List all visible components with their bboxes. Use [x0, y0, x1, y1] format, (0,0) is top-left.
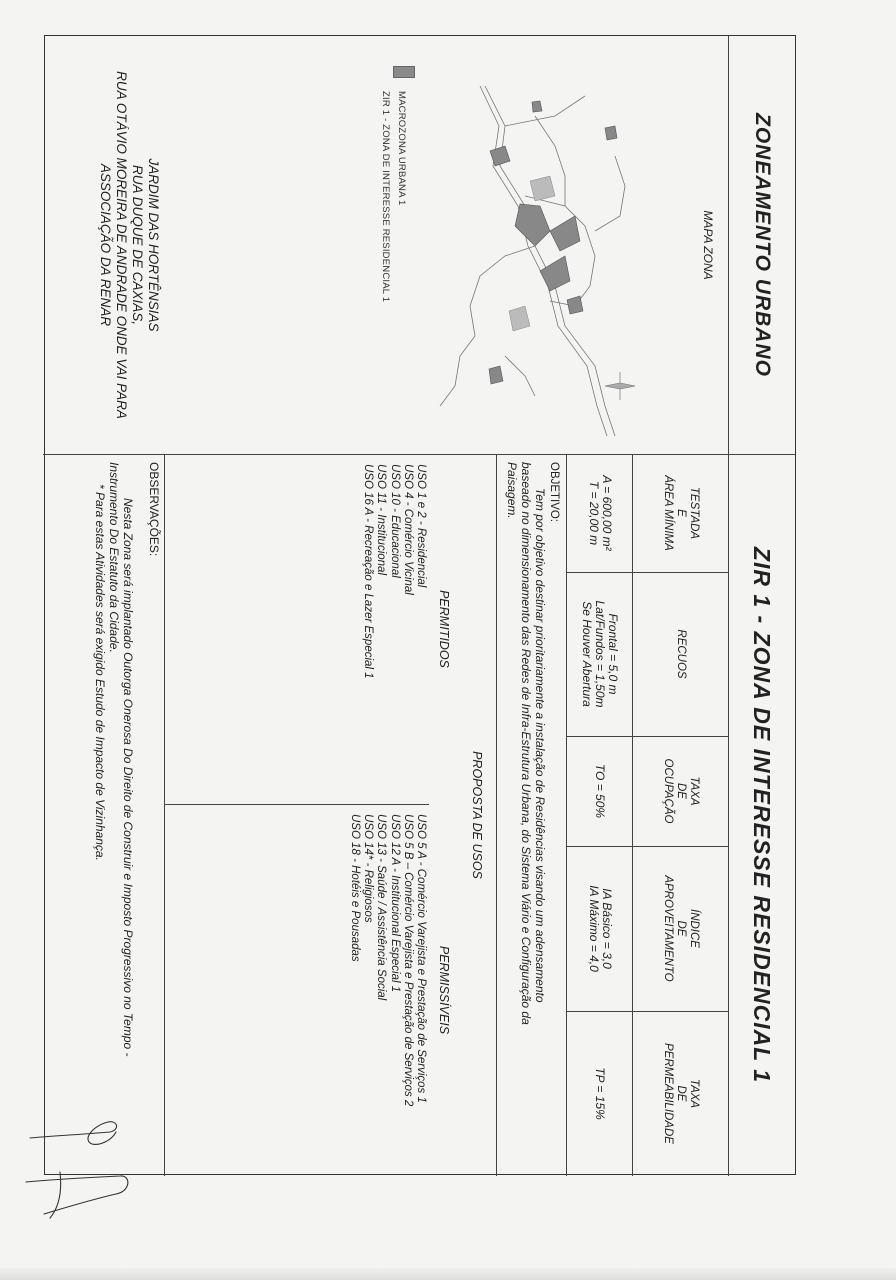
objective-label: OBJETIVO:	[548, 462, 560, 523]
list-item: USO 4 - Comércio Vicinal	[401, 464, 414, 595]
permissible-list	[307, 814, 427, 1172]
handwritten-initials	[20, 1110, 140, 1230]
param-value-utilization: IA Básico = 3,0 IA Máximo = 4,0	[587, 885, 614, 972]
observations-line-1: Nesta Zona será implantado Outorga Onerosa Do Direito de Construir e Imposto Progressivo no Tempo -	[121, 498, 135, 1057]
scan-edge	[0, 1268, 896, 1280]
list-item: USO 14* - Religiosos	[362, 814, 375, 923]
objective-line-3: Paisagem.	[505, 462, 519, 519]
compass-icon	[605, 372, 635, 400]
param-value-occupancy: TO = 50%	[593, 763, 608, 819]
list-item: USO 1 e 2 - Residencial	[415, 464, 427, 588]
observations-block	[51, 462, 161, 1170]
list-item: USO 13 - Saúde / Assistência Social	[375, 814, 388, 1001]
param-header-permeability: TAXA DE PERMEABILIDADE	[662, 1043, 701, 1144]
list-item: USO 18 - Hotéis e Pousadas	[348, 814, 361, 962]
observations-line-3: * Para estas Atividades será exigido Estudo de Impacto de Vizinhança.	[93, 484, 107, 861]
objective-block	[501, 462, 561, 1170]
objective-line-2: baseado no dimensionamento das Redes de Infra-Estrutura Urbana, do Sistema Viário e Configuração da	[519, 462, 533, 1025]
permissible-title: PERMISSÍVEIS	[437, 945, 452, 1035]
permitted-list	[307, 464, 427, 800]
address-line-2: RUA DUQUE DE CAXIAS,	[130, 164, 145, 326]
list-item: USO 5 B – Comércio Varejista e Prestação de Serviços 2	[401, 814, 414, 1107]
param-header-occupancy: TAXA DE OCUPAÇÃO	[662, 758, 701, 824]
list-item: USO 5 A - Comércio Varejista e Prestação de Serviços 1	[415, 814, 427, 1103]
objective-line-1: Tem por objetivo destinar prioritariamente a instalação de Residências visando um adensamento	[533, 488, 547, 1003]
param-header-frontage: TESTADA E ÁREA MÍNIMA	[662, 475, 701, 551]
list-item: USO 10 - Educacional	[388, 464, 401, 578]
zone-map	[425, 56, 675, 446]
map-zone-label: MAPA ZONA	[701, 210, 716, 280]
list-item: USO 16 A - Recreação e Lazer Especial 1	[362, 464, 375, 679]
address-line-1: JARDIM DAS HORTÊNSIAS	[146, 158, 161, 332]
location-address	[59, 36, 199, 454]
zone-legend-swatch	[393, 66, 415, 78]
address-line-4: ASSOCIAÇÃO DA RENAR	[98, 163, 113, 327]
param-header-utilization: ÍNDICE DE APROVEITAMENTO	[662, 875, 701, 982]
zone-title: ZIR 1 - ZONA DE INTERESSE RESIDENCIAL 1	[749, 546, 776, 1084]
legend-zone: ZIR 1 - ZONA DE INTERESSE RESIDENCIAL 1	[380, 91, 391, 303]
legend-macrozone: MACROZONA URBANA 1	[396, 91, 407, 206]
observations-label: OBSERVAÇÕES:	[147, 462, 161, 557]
param-value-setbacks: Frontal = 5,0 m Lat/Fundos = 1,50m Se Houver Abertura	[580, 600, 621, 708]
address-line-3: RUA OTÁVIO MOREIRA DE ANDRADE ONDE VAI PARA	[114, 71, 129, 419]
uses-title: PROPOSTA DE USOS	[470, 751, 485, 879]
left-panel-title: ZONEAMENTO URBANO	[751, 113, 774, 377]
list-item: USO 11 - Institucional	[375, 464, 388, 576]
param-value-frontage: A = 600,00 m² T = 20,00 m	[587, 475, 614, 551]
zoning-sheet	[44, 35, 796, 1175]
list-item: USO 12 A - Institucional Especial 1	[388, 814, 401, 993]
param-header-setbacks: RECUOS	[675, 629, 688, 679]
observations-line-2: Instrumento Do Estatuto da Cidade.	[107, 462, 121, 653]
param-value-permeability: TP = 15%	[593, 1067, 608, 1120]
permitted-title: PERMITIDOS	[437, 590, 452, 668]
